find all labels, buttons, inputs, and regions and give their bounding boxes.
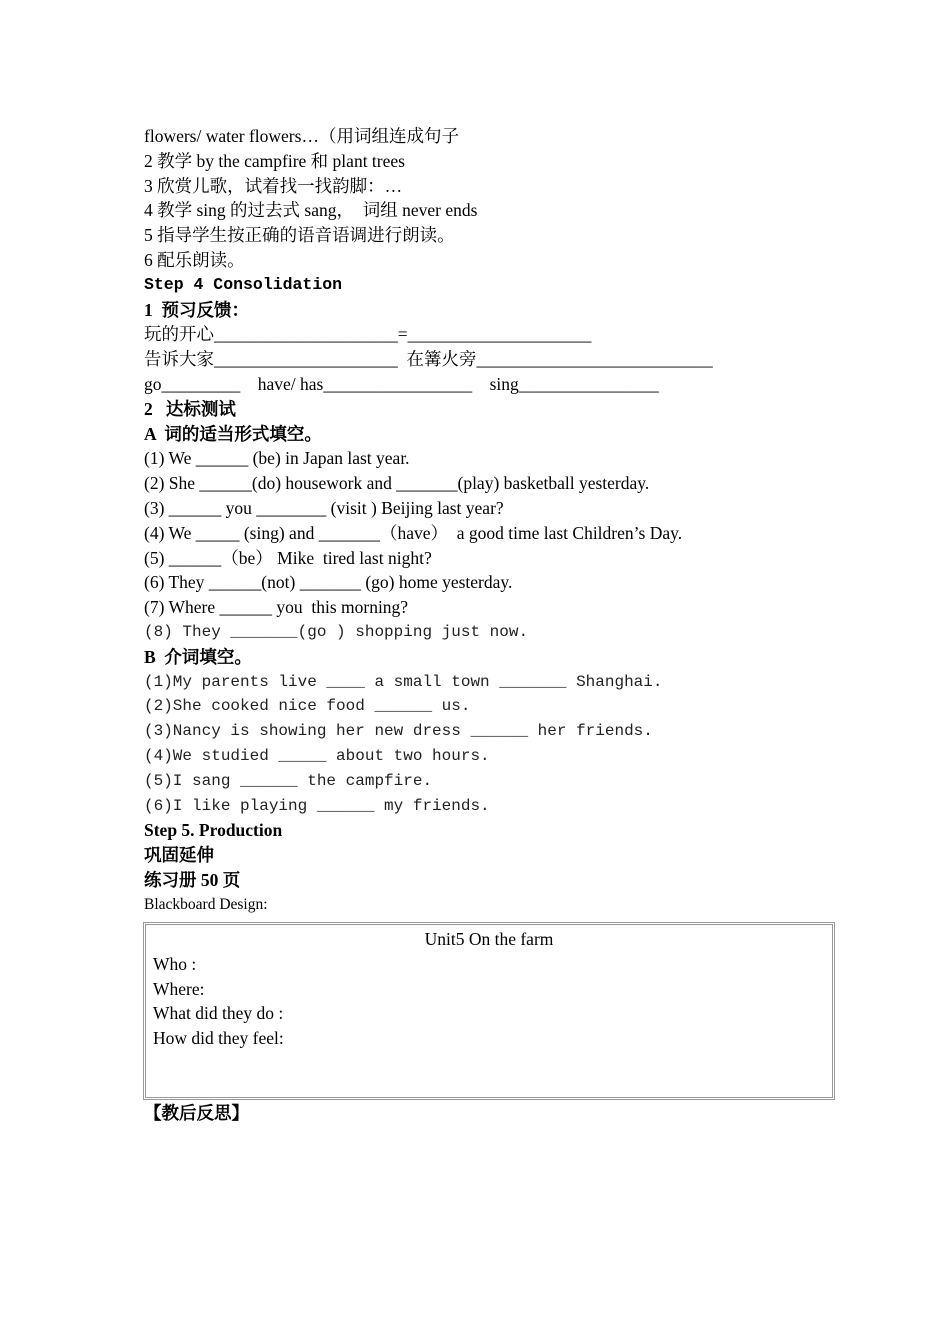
section-b-heading: B 介词填空。 bbox=[144, 646, 252, 667]
test-heading: 2 达标测试 bbox=[144, 398, 236, 419]
fill-line: 告诉大家_____________________ 在篝火旁___________________________ bbox=[144, 349, 713, 370]
fill-line: 玩的开心_____________________=_____________________ bbox=[144, 324, 592, 345]
exercise-item: (5)I sang ______ the campfire. bbox=[144, 771, 433, 790]
fill-line: go_________ have/ has_________________ sing________________ bbox=[144, 373, 659, 394]
blackboard-design-box bbox=[143, 922, 835, 1100]
board-row: Who : bbox=[153, 953, 197, 974]
exercise-item: (4) We _____ (sing) and _______（have） a good time last Children’s Day. bbox=[144, 522, 683, 543]
reflection-heading: 【教后反思】 bbox=[144, 1103, 249, 1123]
exercise-item: (3) ______ you ________ (visit ) Beijing last year? bbox=[144, 497, 504, 518]
step5-heading: Step 5. Production bbox=[144, 820, 283, 841]
text-line: 6 配乐朗读。 bbox=[144, 249, 245, 270]
exercise-item: (4)We studied _____ about two hours. bbox=[144, 746, 490, 765]
text-line: 2 教学 by the campfire 和 plant trees bbox=[144, 150, 405, 171]
exercise-item: (6)I like playing ______ my friends. bbox=[144, 796, 490, 815]
board-row: What did they do : bbox=[153, 1003, 284, 1024]
preview-feedback-heading: 1 预习反馈： bbox=[144, 299, 249, 320]
exercise-item: (8) They _______(go ) shopping just now. bbox=[144, 622, 529, 641]
board-row: Where: bbox=[153, 978, 205, 999]
step4-heading: Step 4 Consolidation bbox=[144, 274, 343, 294]
exercise-item: (1) We ______ (be) in Japan last year. bbox=[144, 448, 410, 469]
text-line: flowers/ water flowers…（用词组连成句子 bbox=[144, 126, 459, 146]
exercise-item: (3)Nancy is showing her new dress ______ her friends. bbox=[144, 722, 653, 741]
section-a-heading: A 词的适当形式填空。 bbox=[144, 423, 322, 444]
exercise-item: (2)She cooked nice food ______ us. bbox=[144, 697, 471, 716]
text-line: 5 指导学生按正确的语音语调进行朗读。 bbox=[144, 225, 455, 246]
exercise-item: (7) Where ______ you this morning? bbox=[144, 597, 409, 618]
board-title: Unit5 On the farm bbox=[424, 929, 554, 949]
board-row: How did they feel: bbox=[153, 1028, 284, 1049]
exercise-item: (6) They ______(not) _______ (go) home yesterday. bbox=[144, 572, 513, 593]
consolidate-heading: 巩固延伸 bbox=[144, 845, 214, 866]
text-line: 4 教学 sing 的过去式 sang， 词组 never ends bbox=[144, 200, 478, 221]
exercise-item: (5) ______（be） Mike tired last night? bbox=[144, 547, 432, 568]
exercise-item: (2) She ______(do) housework and _______(play) basketball yesterday. bbox=[144, 473, 650, 494]
document-body bbox=[144, 124, 844, 918]
blackboard-label: Blackboard Design: bbox=[144, 895, 268, 913]
workbook-line: 练习册 50 页 bbox=[144, 869, 241, 890]
text-line: 3 欣赏儿歌，试着找一找韵脚：… bbox=[144, 175, 403, 196]
exercise-item: (1)My parents live ____ a small town _______ Shanghai. bbox=[144, 672, 663, 691]
